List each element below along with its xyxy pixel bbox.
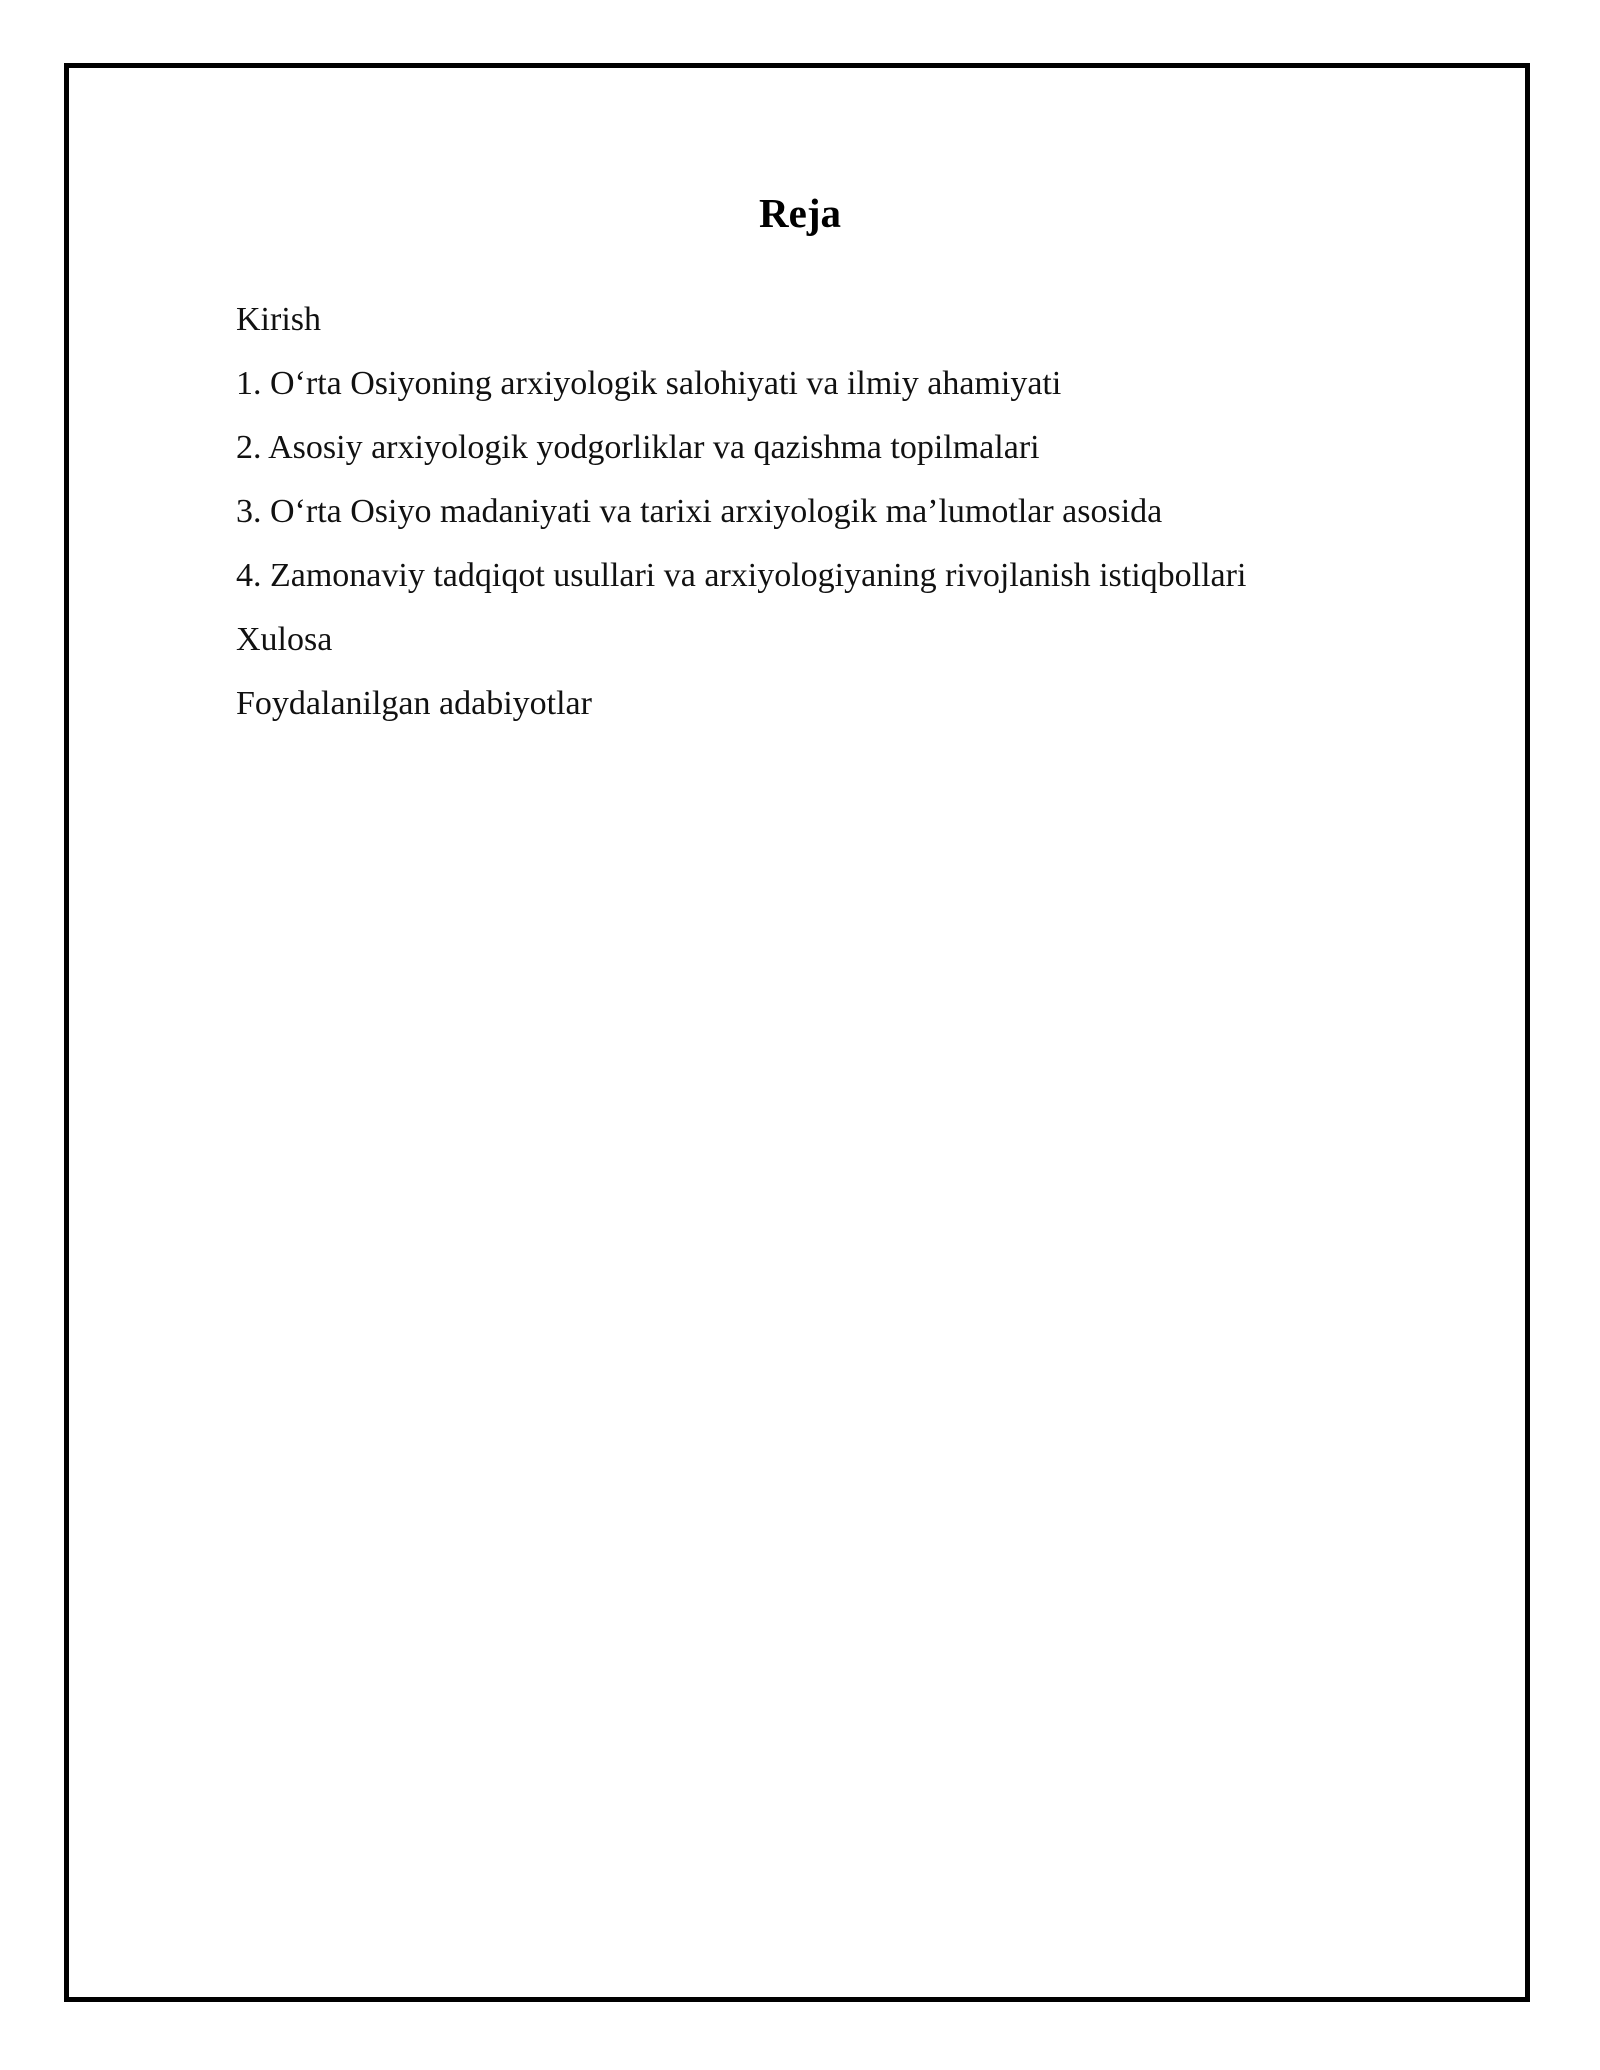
plan-item-2: 2. Asosiy arxiyologik yodgorliklar va qazishma topilmalari — [236, 429, 1040, 466]
plan-item-4: 4. Zamonaviy tadqiqot usullari va arxiyologiyaning rivojlanish istiqbollari — [236, 557, 1247, 594]
plan-item-references: Foydalanilgan adabiyotlar — [236, 685, 592, 722]
plan-item-3: 3. O‘rta Osiyo madaniyati va tarixi arxiyologik ma’lumotlar asosida — [236, 493, 1163, 530]
plan-item-introduction: Kirish — [236, 301, 321, 338]
page-title: Reja — [759, 190, 841, 236]
plan-list — [236, 288, 1246, 736]
plan-item-conclusion: Xulosa — [236, 621, 333, 658]
plan-item-1: 1. O‘rta Osiyoning arxiyologik salohiyati va ilmiy ahamiyati — [236, 365, 1062, 402]
